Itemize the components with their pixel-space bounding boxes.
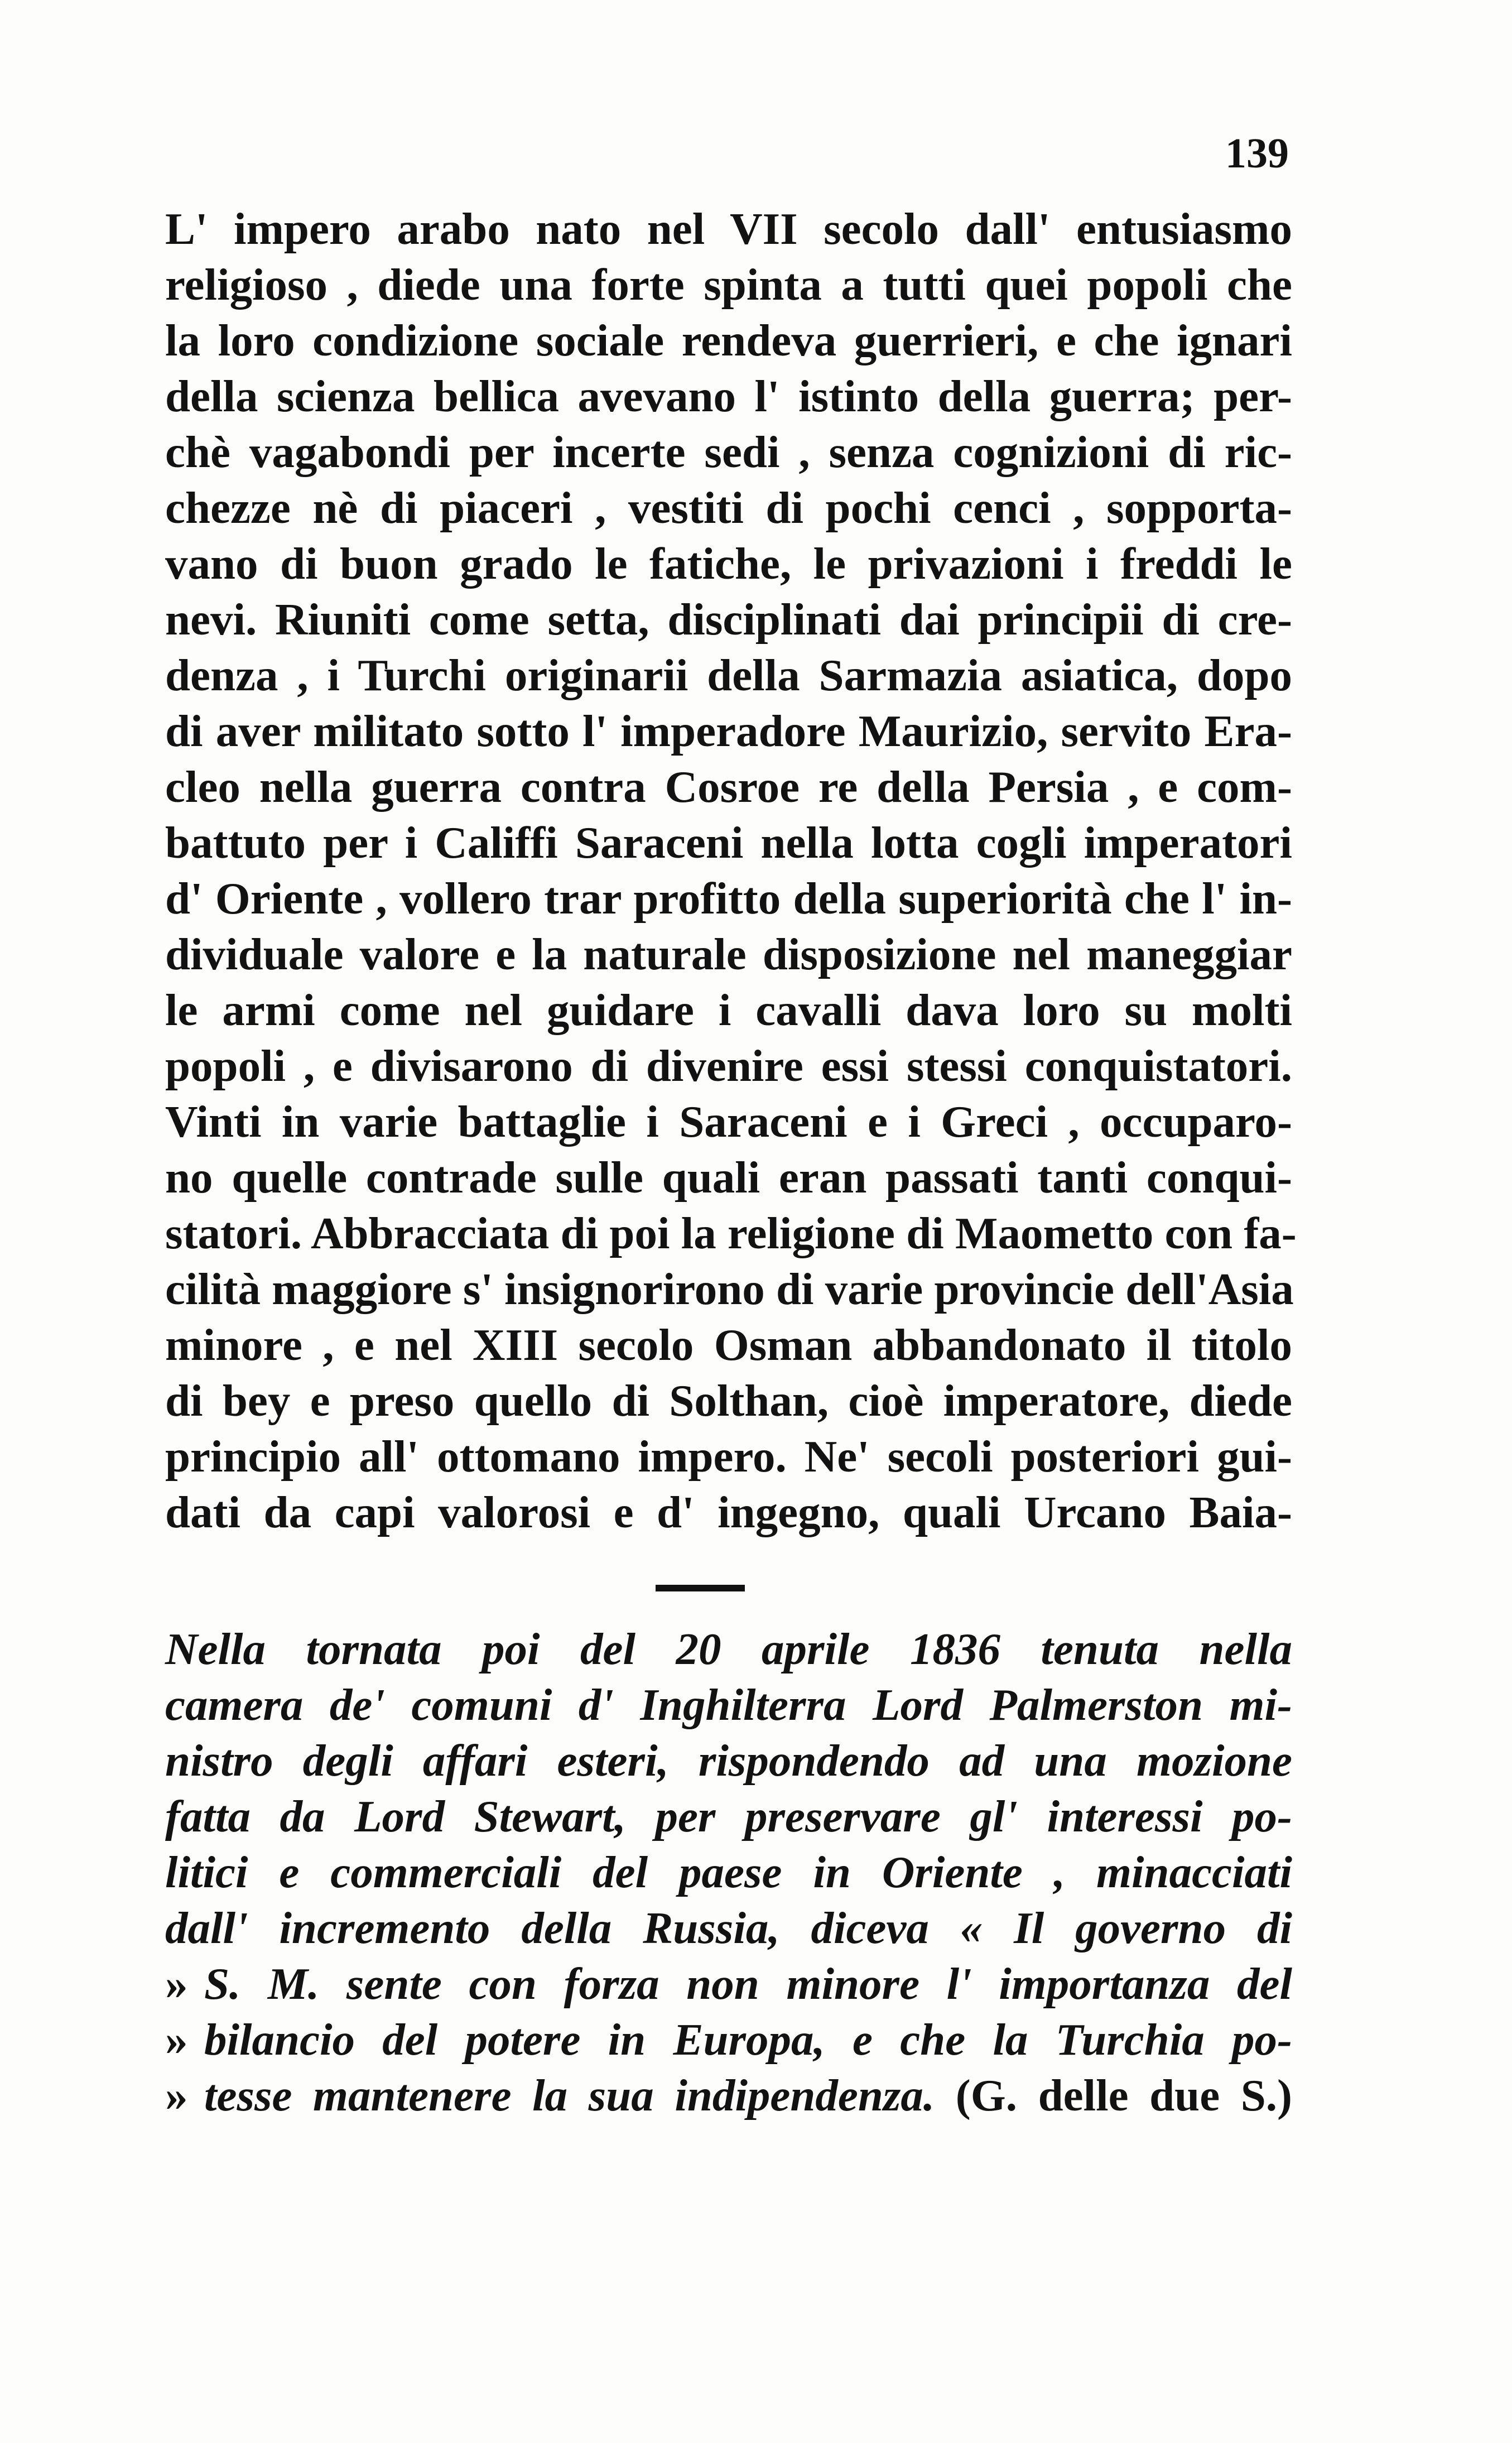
footnote-line [165,1956,1292,2012]
text-line: cilità maggiore s' insignorirono di varie provincie dell'Asia [165,1264,1294,1314]
footnote-line-text: litici e commerciali del paese in Oriente , minacciati [165,1847,1292,1897]
text-line: cleo nella guerra contra Cosroe re della Persia , e com- [165,762,1292,812]
text-line: di aver militato sotto l' imperadore Maurizio, servito Era- [165,706,1292,756]
text-line: chè vagabondi per incerte sedi , senza cognizioni di ric- [165,427,1292,477]
text-line: nevi. Riuniti come setta, disciplinati dai principii di cre- [165,594,1292,645]
text-line: dati da capi valorosi e d' ingegno, quali Urcano Baia- [165,1487,1292,1537]
quotation-mark: » [165,2014,188,2065]
text-line: la loro condizione sociale rendeva guerrieri, e che ignari [165,315,1292,366]
text-line: d' Oriente , vollero trar profitto della superiorità che l' in- [165,873,1292,924]
text-line: Vinti in varie battaglie i Saraceni e i Greci , occuparo- [165,1097,1292,1147]
text-line: chezze nè di piaceri , vestiti di pochi cenci , sopporta- [165,483,1292,533]
page-number: 139 [1225,130,1289,177]
footnote-line-text: Nella tornata poi del 20 aprile 1836 tenuta nella [165,1624,1292,1674]
text-line: minore , e nel XIII secolo Osman abbandonato il titolo [165,1320,1292,1370]
quotation-mark: » [165,1959,188,2009]
text-line: della scienza bellica avevano l' istinto della guerra; per- [165,371,1292,421]
footnote-line-text: nistro degli affari esteri, rispondendo ad una mozione [165,1735,1292,1786]
text-line: vano di buon grado le fatiche, le privazioni i freddi le [165,538,1292,589]
footnote-line [165,1733,1292,1788]
footnote-line [165,2012,1292,2067]
footnote-line [165,1844,1292,1900]
footnote-line [165,2067,1292,2123]
text-line: le armi come nel guidare i cavalli dava loro su molti [165,985,1292,1035]
text-line: statori. Abbracciata di poi la religione di Maometto con fa- [165,1208,1297,1258]
footnote [165,1621,1292,2123]
footnote-line [165,1900,1292,1956]
footnote-line-text: bilancio del potere in Europa, e che la Turchia po- [204,2014,1292,2065]
quotation-mark: » [165,2070,188,2120]
footnote-line [165,1621,1292,1677]
text-line: popoli , e divisarono di divenire essi stessi conquistatori. [165,1041,1292,1091]
footnote-separator-rule [656,1585,745,1591]
footnote-line [165,1788,1292,1844]
footnote-line-text: dall' incremento della Russia, diceva « Il governo di [165,1903,1292,1953]
footnote-line [165,1677,1292,1733]
footnote-line-text: camera de' comuni d' Inghilterra Lord Palmerston mi- [165,1680,1292,1730]
text-line: battuto per i Califfi Saraceni nella lotta cogli imperatori [165,817,1292,868]
footnote-line-text: S. M. sente con forza non minore l' importanza del [204,1959,1292,2009]
main-text [165,201,1297,1540]
text-line: L' impero arabo nato nel VII secolo dall' entusiasmo [165,204,1292,254]
text-line: dividuale valore e la naturale disposizione nel maneggiar [165,929,1292,979]
text-line: no quelle contrade sulle quali eran passati tanti conqui- [165,1152,1292,1203]
text-line: di bey e preso quello di Solthan, cioè imperatore, diede [165,1376,1292,1426]
text-line: denza , i Turchi originarii della Sarmazia asiatica, dopo [165,650,1292,700]
text-line: principio all' ottomano impero. Ne' secoli posteriori gui- [165,1431,1292,1482]
footnote-citation: (G. delle due S.) [955,2070,1293,2120]
text-line: religioso , diede una forte spinta a tutti quei popoli che [165,259,1292,310]
footnote-line-text: tesse mantenere la sua indipendenza. [204,2070,935,2120]
footnote-line-text: fatta da Lord Stewart, per preservare gl' interessi po- [165,1791,1292,1841]
